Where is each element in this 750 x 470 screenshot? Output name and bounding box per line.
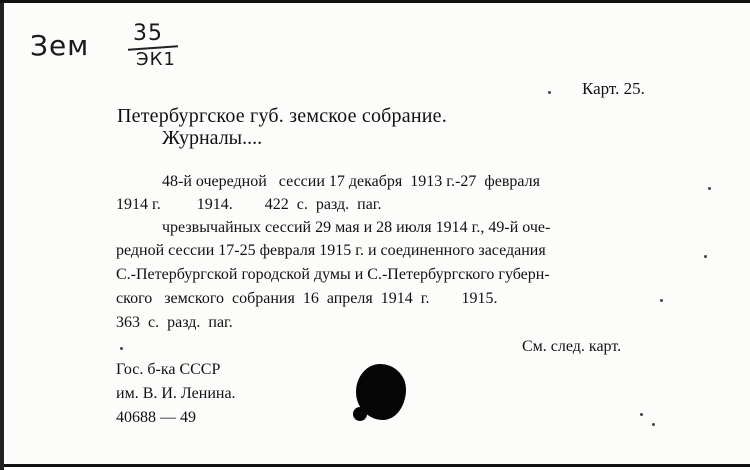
speck — [660, 299, 663, 302]
body-line: 48-й очередной сессии 17 декабря 1913 г.-27 февраля — [162, 173, 540, 190]
handwritten-zem: Зем — [30, 29, 90, 62]
body-line: редной сессии 17-25 февраля 1915 г. и соединенного заседания — [116, 242, 546, 259]
card-number: Карт. 25. — [582, 79, 645, 98]
library-inventory-number: 40688 — 49 — [116, 409, 196, 426]
handwritten-code: ЭК1 — [136, 49, 176, 70]
see-next-card: См. след. карт. — [522, 338, 622, 355]
speck — [652, 423, 655, 426]
card-subtitle: Журналы.... — [162, 127, 263, 149]
library-named-after: им. В. И. Ленина. — [116, 385, 236, 402]
speck — [640, 413, 643, 416]
handwritten-number: 35 — [133, 21, 163, 46]
body-line: 1914 г. 1914. 422 с. разд. паг. — [116, 196, 382, 213]
body-line: ского земского собрания 16 апреля 1914 г. 1915. — [116, 290, 498, 307]
body-line: чрезвычайных сессий 29 мая и 28 июля 1914 г., 49-й оче- — [162, 219, 551, 236]
card-title: Петербургское губ. земское собрание. — [117, 105, 447, 127]
body-line: 363 с. разд. паг. — [116, 314, 233, 331]
body-line: С.-Петербургской городской думы и С.-Петербургского губерн- — [116, 266, 550, 283]
ink-blot-tail — [353, 407, 367, 421]
speck — [708, 187, 711, 190]
speck — [704, 255, 707, 258]
speck — [548, 91, 551, 94]
card-left-edge — [0, 3, 4, 470]
speck — [120, 347, 123, 350]
library-name: Гос. б-ка СССР — [116, 361, 221, 378]
